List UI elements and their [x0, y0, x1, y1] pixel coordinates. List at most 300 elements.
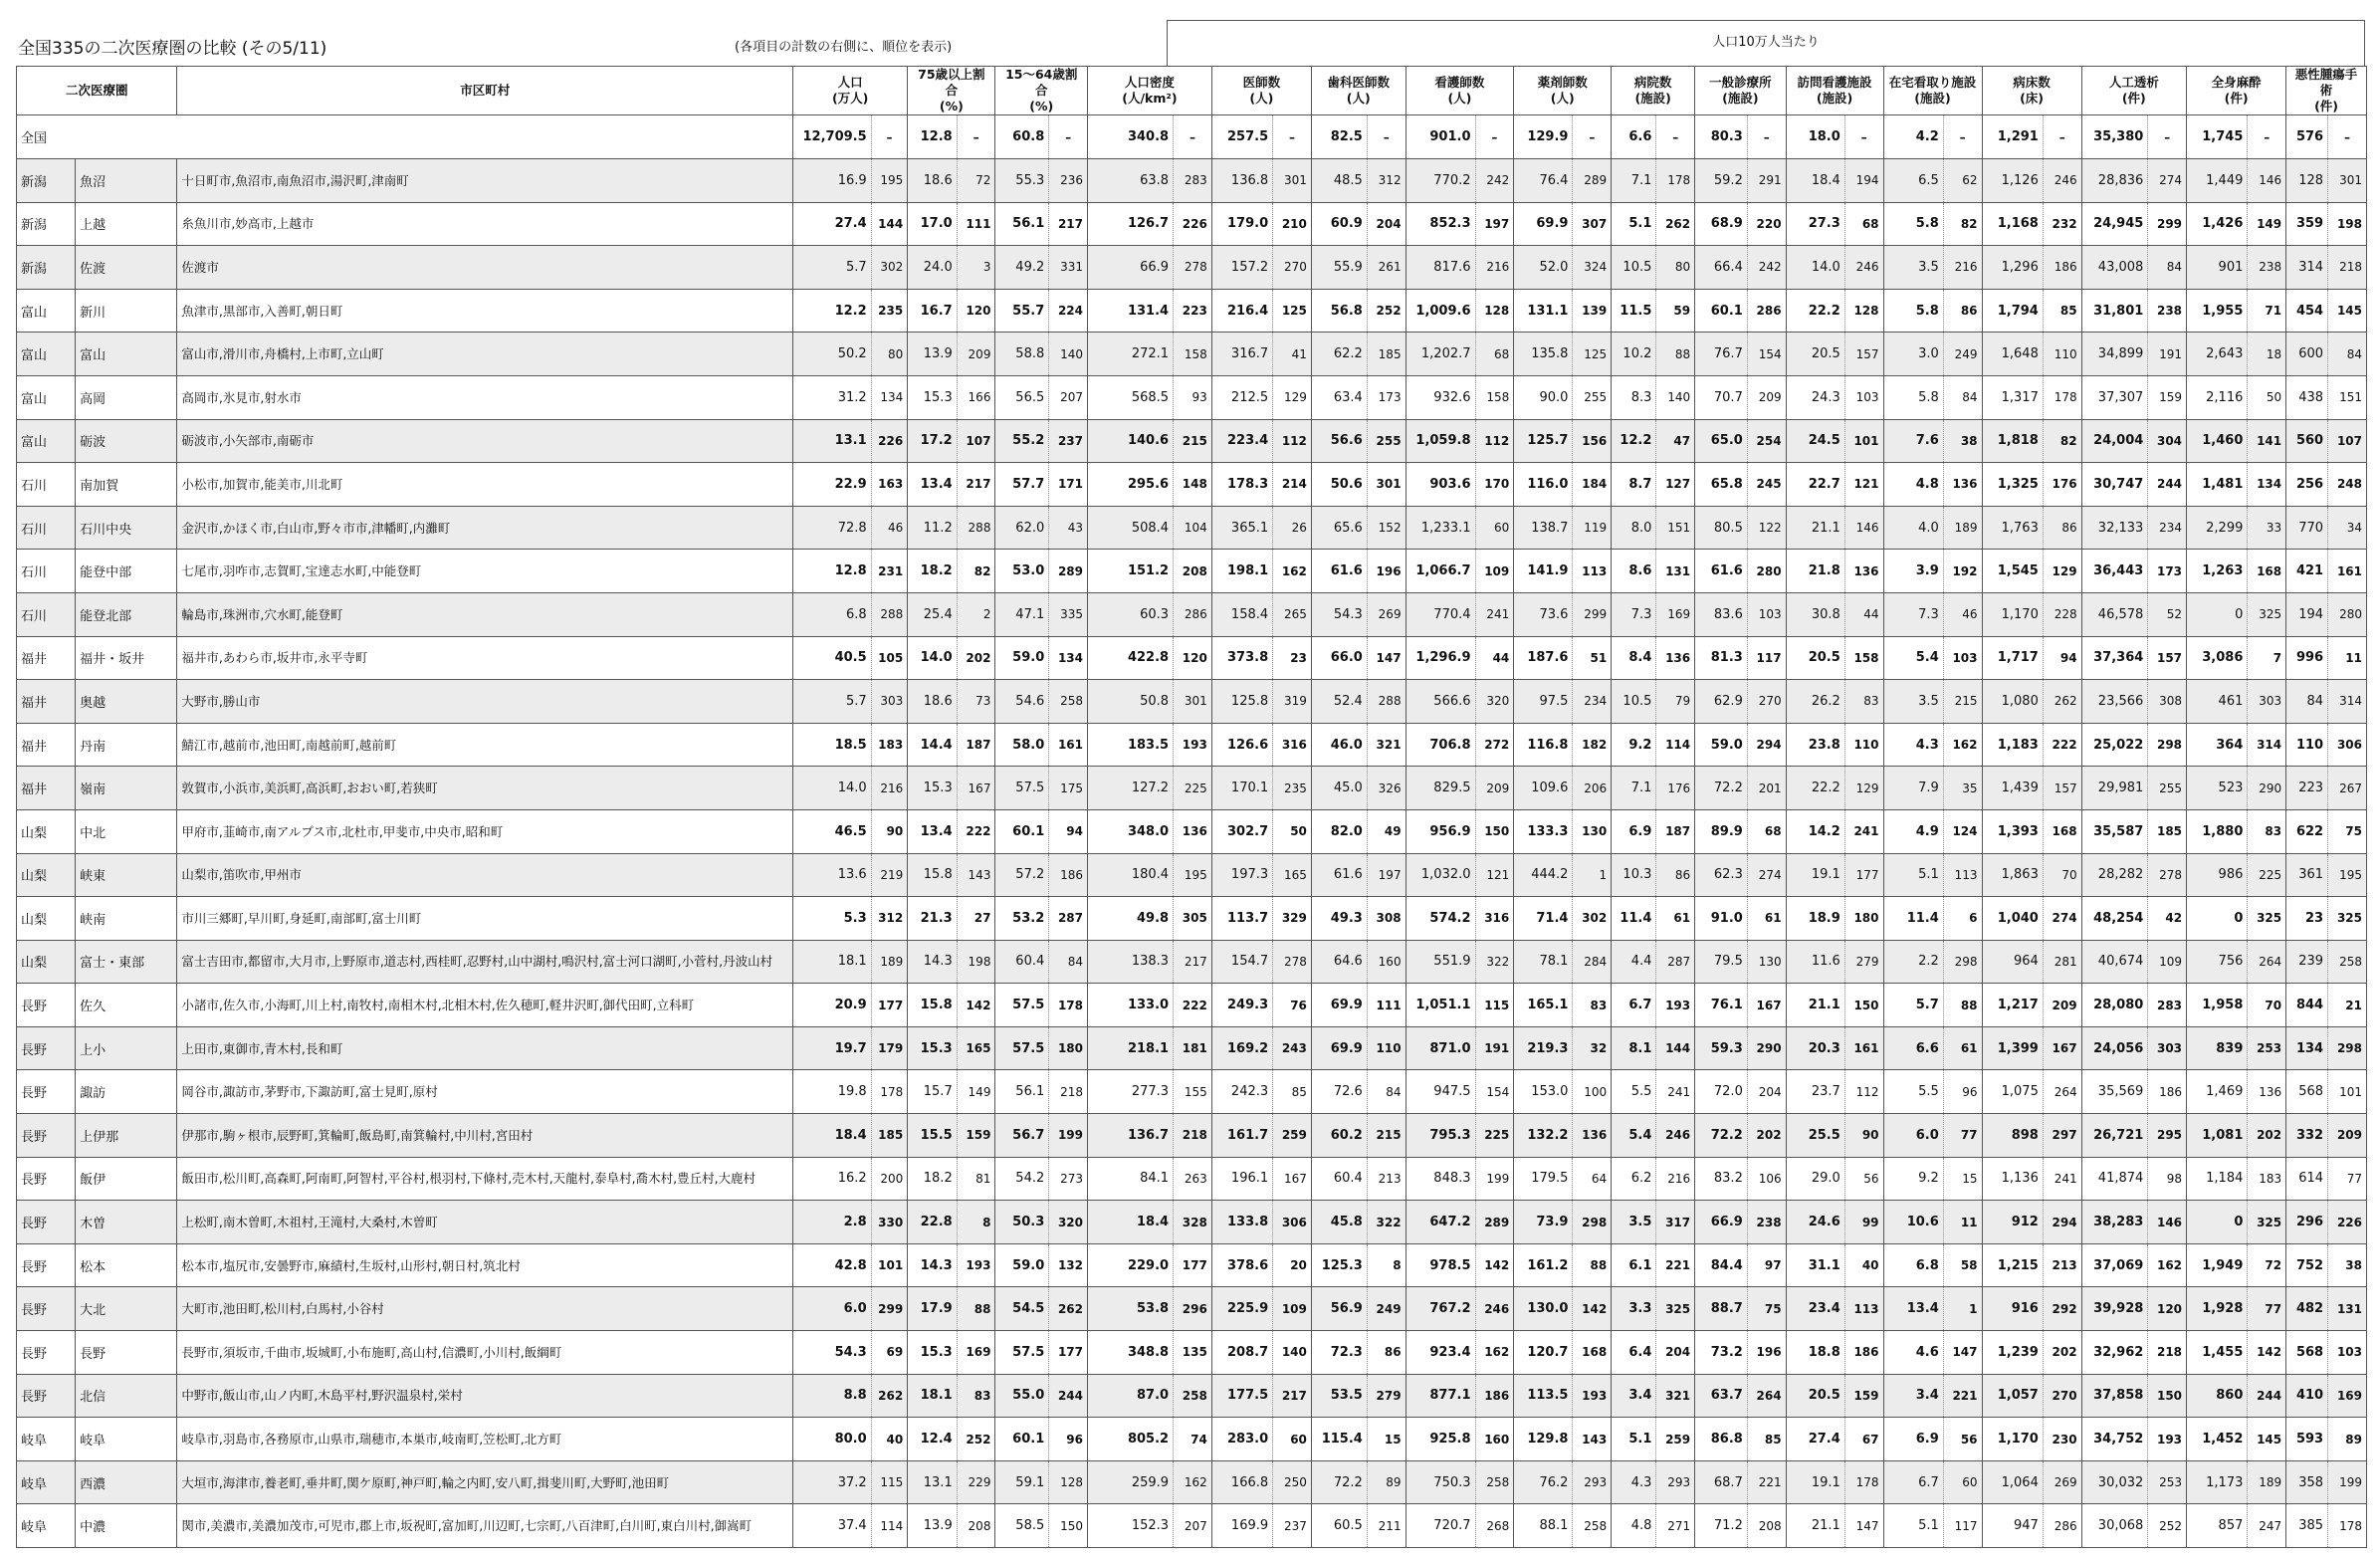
- rank-cell: 18: [2248, 333, 2286, 376]
- table-row: [17, 984, 2367, 1027]
- table-row: [17, 809, 2367, 853]
- rank-cell: 131: [1656, 550, 1695, 593]
- value-cell: 73.6: [1514, 592, 1573, 636]
- municipalities-cell: 市川三郷町,早川町,身延町,南部町,富士川町: [177, 897, 793, 941]
- value-cell: 97.5: [1514, 680, 1573, 724]
- rank-cell: 146: [2148, 1201, 2187, 1244]
- value-cell: 3.0: [1883, 333, 1943, 376]
- rank-cell: 140: [1049, 333, 1088, 376]
- value-cell: 40,674: [2081, 940, 2148, 984]
- value-cell: 5.1: [1883, 853, 1943, 897]
- header-metric: [908, 67, 995, 115]
- value-cell: 27.3: [1786, 202, 1844, 246]
- value-cell: 109.6: [1514, 767, 1573, 810]
- value-cell: 421: [2286, 550, 2328, 593]
- rank-cell: 131: [2328, 1287, 2367, 1331]
- value-cell: 23.4: [1786, 1287, 1844, 1331]
- national-value: 4.2: [1883, 115, 1943, 159]
- rank-cell: 234: [1573, 680, 1612, 724]
- rank-cell: 162: [1273, 550, 1312, 593]
- rank-cell: 88: [957, 1287, 995, 1331]
- rank-cell: 110: [1367, 1026, 1406, 1070]
- rank-cell: 8: [1367, 1243, 1406, 1287]
- value-cell: 63.7: [1695, 1374, 1748, 1418]
- rank-cell: 101: [2328, 1070, 2367, 1114]
- rank-cell: 198: [2328, 202, 2367, 246]
- value-cell: 256: [2286, 463, 2328, 507]
- value-cell: 1,183: [1982, 723, 2043, 767]
- value-cell: 1,399: [1982, 1026, 2043, 1070]
- rank-cell: 268: [1475, 1504, 1514, 1548]
- rank-cell: 303: [2248, 680, 2286, 724]
- rank-cell: 202: [2043, 1331, 2081, 1375]
- rank-cell: 166: [957, 375, 995, 419]
- value-cell: 58.5: [995, 1504, 1049, 1548]
- rank-cell: 52: [2148, 592, 2187, 636]
- rank-cell: 241: [1656, 1070, 1695, 1114]
- value-cell: 4.8: [1612, 1504, 1656, 1548]
- rank-cell: 98: [2148, 1157, 2187, 1201]
- pref-cell: 山梨: [17, 897, 76, 941]
- value-cell: 3.4: [1883, 1374, 1943, 1418]
- rank-cell: 158: [1174, 333, 1212, 376]
- national-rank: –: [2328, 115, 2367, 159]
- pref-cell: 福井: [17, 723, 76, 767]
- national-value: 1,291: [1982, 115, 2043, 159]
- area-cell: 能登北部: [76, 592, 177, 636]
- value-cell: 45.8: [1311, 1201, 1367, 1244]
- value-cell: 22.7: [1786, 463, 1844, 507]
- rank-cell: 204: [1367, 202, 1406, 246]
- rank-cell: 185: [2148, 809, 2187, 853]
- value-cell: 48.5: [1311, 159, 1367, 203]
- rank-cell: 136: [2248, 1070, 2286, 1114]
- value-cell: 5.8: [1883, 202, 1943, 246]
- national-value: 80.3: [1695, 115, 1748, 159]
- value-cell: 60.9: [1311, 202, 1367, 246]
- value-cell: 0: [2187, 592, 2248, 636]
- rank-cell: 34: [2328, 506, 2367, 550]
- rank-cell: 86: [1656, 853, 1695, 897]
- value-cell: 365.1: [1211, 506, 1272, 550]
- rank-cell: 83: [2248, 809, 2286, 853]
- value-cell: 13.4: [908, 809, 957, 853]
- value-cell: 15.3: [908, 767, 957, 810]
- value-cell: 43,008: [2081, 246, 2148, 290]
- value-cell: 63.4: [1311, 375, 1367, 419]
- rank-cell: 103: [1747, 592, 1786, 636]
- area-cell: 木曽: [76, 1201, 177, 1244]
- value-cell: 223.4: [1211, 419, 1272, 463]
- metric-label: 看護師数: [1434, 75, 1485, 90]
- value-cell: 860: [2187, 1374, 2248, 1418]
- rank-cell: 226: [1174, 202, 1212, 246]
- metric-label: 病床数: [2013, 75, 2051, 90]
- value-cell: 11.4: [1612, 897, 1656, 941]
- value-cell: 277.3: [1088, 1070, 1174, 1114]
- rank-cell: 71: [2248, 289, 2286, 333]
- metric-unit: (人): [1249, 91, 1274, 106]
- value-cell: 5.5: [1883, 1070, 1943, 1114]
- rank-cell: 253: [2148, 1460, 2187, 1504]
- rank-cell: 136: [1573, 1114, 1612, 1158]
- rank-cell: 283: [1174, 159, 1212, 203]
- rank-cell: 209: [1747, 375, 1786, 419]
- value-cell: 14.0: [793, 767, 872, 810]
- rank-cell: 64: [1573, 1157, 1612, 1201]
- rank-cell: 303: [2148, 1026, 2187, 1070]
- value-cell: 923.4: [1406, 1331, 1475, 1375]
- rank-cell: 144: [1656, 1026, 1695, 1070]
- rank-cell: 272: [1475, 723, 1514, 767]
- comparison-table: [16, 66, 2367, 1548]
- national-value: 576: [2286, 115, 2328, 159]
- value-cell: 31,801: [2081, 289, 2148, 333]
- value-cell: 32,962: [2081, 1331, 2148, 1375]
- value-cell: 36,443: [2081, 550, 2148, 593]
- rank-cell: 191: [1475, 1026, 1514, 1070]
- rank-cell: 330: [871, 1201, 908, 1244]
- value-cell: 18.1: [908, 1374, 957, 1418]
- rank-cell: 152: [1367, 506, 1406, 550]
- rank-cell: 62: [1943, 159, 1982, 203]
- rank-cell: 101: [871, 1243, 908, 1287]
- value-cell: 131.1: [1514, 289, 1573, 333]
- rank-cell: 193: [1656, 984, 1695, 1027]
- rank-cell: 167: [957, 767, 995, 810]
- rank-cell: 187: [1656, 809, 1695, 853]
- table-row: [17, 592, 2367, 636]
- value-cell: 37.2: [793, 1460, 872, 1504]
- municipalities-cell: 甲府市,韮崎市,南アルプス市,北杜市,甲斐市,中央市,昭和町: [177, 809, 793, 853]
- rank-cell: 112: [1844, 1070, 1883, 1114]
- rank-cell: 301: [1273, 159, 1312, 203]
- rank-cell: 312: [871, 897, 908, 941]
- rank-cell: 209: [2043, 984, 2081, 1027]
- metric-label: 15～64歳割合: [1005, 67, 1078, 98]
- value-cell: 129.8: [1514, 1418, 1573, 1461]
- value-cell: 60.4: [995, 940, 1049, 984]
- value-cell: 461: [2187, 680, 2248, 724]
- value-cell: 66.0: [1311, 636, 1367, 680]
- rank-cell: 72: [2248, 1243, 2286, 1287]
- rank-cell: 286: [1747, 289, 1786, 333]
- municipalities-cell: 十日町市,魚沼市,南魚沼市,湯沢町,津南町: [177, 159, 793, 203]
- area-cell: 南加賀: [76, 463, 177, 507]
- rank-cell: 154: [1475, 1070, 1514, 1114]
- rank-cell: 221: [1747, 1460, 1786, 1504]
- rank-cell: 150: [1475, 809, 1514, 853]
- value-cell: 316.7: [1211, 333, 1272, 376]
- value-cell: 332: [2286, 1114, 2328, 1158]
- value-cell: 17.9: [908, 1287, 957, 1331]
- page-title: 全国335の二次医療圏の比較 (その5/11): [18, 39, 327, 59]
- area-cell: 西濃: [76, 1460, 177, 1504]
- rank-cell: 136: [1844, 550, 1883, 593]
- value-cell: 2,116: [2187, 375, 2248, 419]
- table-row: [17, 767, 2367, 810]
- rank-cell: 109: [2148, 940, 2187, 984]
- value-cell: 13.4: [908, 463, 957, 507]
- value-cell: 7.1: [1612, 767, 1656, 810]
- value-cell: 35,587: [2081, 809, 2148, 853]
- rank-cell: 77: [2328, 1157, 2367, 1201]
- rank-cell: 177: [1844, 853, 1883, 897]
- rank-cell: 148: [1174, 463, 1212, 507]
- rank-cell: 147: [1367, 636, 1406, 680]
- value-cell: 1,880: [2187, 809, 2248, 853]
- rank-cell: 265: [1273, 592, 1312, 636]
- value-cell: 358: [2286, 1460, 2328, 1504]
- rank-cell: 258: [1049, 680, 1088, 724]
- rank-cell: 73: [957, 680, 995, 724]
- rank-cell: 193: [1174, 723, 1212, 767]
- rank-cell: 245: [1747, 463, 1786, 507]
- rank-cell: 259: [1273, 1114, 1312, 1158]
- national-rank: –: [2248, 115, 2286, 159]
- value-cell: 9.2: [1883, 1157, 1943, 1201]
- value-cell: 76.1: [1695, 984, 1748, 1027]
- value-cell: 16.7: [908, 289, 957, 333]
- rank-cell: 194: [1844, 159, 1883, 203]
- rank-cell: 297: [2043, 1114, 2081, 1158]
- value-cell: 18.9: [1786, 897, 1844, 941]
- rank-cell: 326: [1367, 767, 1406, 810]
- rank-cell: 59: [1656, 289, 1695, 333]
- area-cell: 飯伊: [76, 1157, 177, 1201]
- national-label: 全国: [17, 115, 793, 159]
- rank-cell: 253: [2248, 1026, 2286, 1070]
- national-value: 12,709.5: [793, 115, 872, 159]
- area-cell: 長野: [76, 1331, 177, 1375]
- pref-cell: 長野: [17, 1243, 76, 1287]
- value-cell: 196.1: [1211, 1157, 1272, 1201]
- rank-cell: 68: [1475, 333, 1514, 376]
- rank-cell: 115: [871, 1460, 908, 1504]
- rank-cell: 170: [1475, 463, 1514, 507]
- value-cell: 523: [2187, 767, 2248, 810]
- rank-cell: 99: [1844, 1201, 1883, 1244]
- value-cell: 13.1: [908, 1460, 957, 1504]
- rank-cell: 85: [2043, 289, 2081, 333]
- value-cell: 6.1: [1612, 1243, 1656, 1287]
- value-cell: 161.7: [1211, 1114, 1272, 1158]
- rank-cell: 246: [1475, 1287, 1514, 1331]
- value-cell: 21.1: [1786, 984, 1844, 1027]
- value-cell: 48,254: [2081, 897, 2148, 941]
- value-cell: 37.4: [793, 1504, 872, 1548]
- value-cell: 348.8: [1088, 1331, 1174, 1375]
- rank-cell: 178: [1656, 159, 1695, 203]
- value-cell: 7.6: [1883, 419, 1943, 463]
- rank-cell: 208: [957, 1504, 995, 1548]
- value-cell: 13.9: [908, 1504, 957, 1548]
- municipalities-cell: 富士吉田市,都留市,大月市,上野原市,道志村,西桂町,忍野村,山中湖村,鳴沢村,富士河口湖町,小菅村,丹波山村: [177, 940, 793, 984]
- area-cell: 奥越: [76, 680, 177, 724]
- national-rank: –: [1273, 115, 1312, 159]
- value-cell: 24,004: [2081, 419, 2148, 463]
- rank-cell: 68: [1844, 202, 1883, 246]
- rank-cell: 296: [1174, 1287, 1212, 1331]
- value-cell: 1,393: [1982, 809, 2043, 853]
- header-metric: [1514, 67, 1612, 115]
- rank-cell: 288: [1367, 680, 1406, 724]
- value-cell: 5.8: [1883, 375, 1943, 419]
- rank-cell: 320: [1475, 680, 1514, 724]
- rank-cell: 120: [957, 289, 995, 333]
- rank-cell: 151: [2328, 375, 2367, 419]
- value-cell: 125.7: [1514, 419, 1573, 463]
- rank-cell: 237: [1273, 1504, 1312, 1548]
- rank-cell: 88: [1943, 984, 1982, 1027]
- metric-label: 医師数: [1242, 75, 1281, 90]
- rank-cell: 298: [2328, 1026, 2367, 1070]
- rank-cell: 160: [1367, 940, 1406, 984]
- value-cell: 12.4: [908, 1418, 957, 1461]
- value-cell: 438: [2286, 375, 2328, 419]
- value-cell: 133.3: [1514, 809, 1573, 853]
- value-cell: 1,217: [1982, 984, 2043, 1027]
- rank-cell: 163: [871, 463, 908, 507]
- value-cell: 0: [2187, 897, 2248, 941]
- rank-cell: 213: [1367, 1157, 1406, 1201]
- value-cell: 10.5: [1612, 680, 1656, 724]
- rank-cell: 176: [1656, 767, 1695, 810]
- value-cell: 64.6: [1311, 940, 1367, 984]
- value-cell: 218.1: [1088, 1026, 1174, 1070]
- rank-cell: 211: [1367, 1504, 1406, 1548]
- table-row: [17, 463, 2367, 507]
- value-cell: 4.3: [1883, 723, 1943, 767]
- value-cell: 219.3: [1514, 1026, 1573, 1070]
- rank-cell: 142: [1573, 1287, 1612, 1331]
- table-row: [17, 506, 2367, 550]
- rank-cell: 26: [1273, 506, 1312, 550]
- value-cell: 72.3: [1311, 1331, 1367, 1375]
- rank-cell: 51: [1573, 636, 1612, 680]
- rank-cell: 161: [2328, 550, 2367, 593]
- rank-cell: 301: [1174, 680, 1212, 724]
- rank-cell: 41: [1273, 333, 1312, 376]
- value-cell: 25,022: [2081, 723, 2148, 767]
- value-cell: 848.3: [1406, 1157, 1475, 1201]
- rank-cell: 124: [1943, 809, 1982, 853]
- value-cell: 11.4: [1883, 897, 1943, 941]
- rank-cell: 74: [1174, 1418, 1212, 1461]
- national-value: 82.5: [1311, 115, 1367, 159]
- rank-cell: 210: [1273, 202, 1312, 246]
- value-cell: 132.2: [1514, 1114, 1573, 1158]
- value-cell: 11.6: [1786, 940, 1844, 984]
- value-cell: 10.5: [1612, 246, 1656, 290]
- value-cell: 1,317: [1982, 375, 2043, 419]
- value-cell: 208.7: [1211, 1331, 1272, 1375]
- value-cell: 131.4: [1088, 289, 1174, 333]
- value-cell: 829.5: [1406, 767, 1475, 810]
- value-cell: 29.0: [1786, 1157, 1844, 1201]
- rank-cell: 157: [2148, 636, 2187, 680]
- rank-cell: 11: [1943, 1201, 1982, 1244]
- rank-cell: 7: [2248, 636, 2286, 680]
- rank-cell: 129: [2043, 550, 2081, 593]
- rank-cell: 215: [1943, 680, 1982, 724]
- rank-cell: 209: [957, 333, 995, 376]
- rank-cell: 173: [2148, 550, 2187, 593]
- rank-cell: 56: [1844, 1157, 1883, 1201]
- rank-cell: 85: [1273, 1070, 1312, 1114]
- value-cell: 20.5: [1786, 636, 1844, 680]
- rank-cell: 84: [1049, 940, 1088, 984]
- value-cell: 66.4: [1695, 246, 1748, 290]
- rank-cell: 60: [1273, 1418, 1312, 1461]
- value-cell: 18.4: [793, 1114, 872, 1158]
- value-cell: 15.3: [908, 375, 957, 419]
- rank-cell: 97: [1747, 1243, 1786, 1287]
- national-value: 18.0: [1786, 115, 1844, 159]
- table-body: [17, 115, 2367, 1548]
- national-rank: –: [1943, 115, 1982, 159]
- rank-cell: 111: [1367, 984, 1406, 1027]
- value-cell: 56.5: [995, 375, 1049, 419]
- table-row: [17, 1026, 2367, 1070]
- rank-cell: 249: [1367, 1287, 1406, 1331]
- value-cell: 1,009.6: [1406, 289, 1475, 333]
- municipalities-cell: 松本市,塩尻市,安曇野市,麻績村,生坂村,山形村,朝日村,筑北村: [177, 1243, 793, 1287]
- value-cell: 916: [1982, 1287, 2043, 1331]
- rank-cell: 267: [2328, 767, 2367, 810]
- value-cell: 6.8: [1883, 1243, 1943, 1287]
- value-cell: 72.6: [1311, 1070, 1367, 1114]
- value-cell: 169.9: [1211, 1504, 1272, 1548]
- pref-cell: 岐阜: [17, 1504, 76, 1548]
- rank-cell: 279: [1844, 940, 1883, 984]
- rank-cell: 68: [1747, 809, 1786, 853]
- value-cell: 770: [2286, 506, 2328, 550]
- rank-cell: 193: [957, 1243, 995, 1287]
- value-cell: 3.5: [1612, 1201, 1656, 1244]
- value-cell: 56.9: [1311, 1287, 1367, 1331]
- rank-cell: 270: [2043, 1374, 2081, 1418]
- value-cell: 1,648: [1982, 333, 2043, 376]
- rank-cell: 216: [1656, 1157, 1695, 1201]
- rank-cell: 307: [1573, 202, 1612, 246]
- value-cell: 903.6: [1406, 463, 1475, 507]
- value-cell: 14.4: [908, 723, 957, 767]
- value-cell: 60.1: [1695, 289, 1748, 333]
- value-cell: 128: [2286, 159, 2328, 203]
- value-cell: 947.5: [1406, 1070, 1475, 1114]
- rank-cell: 61: [1747, 897, 1786, 941]
- rank-cell: 156: [1573, 419, 1612, 463]
- rank-cell: 93: [1174, 375, 1212, 419]
- header-metric: [1883, 67, 1982, 115]
- value-cell: 852.3: [1406, 202, 1475, 246]
- rank-cell: 146: [2248, 159, 2286, 203]
- value-cell: 157.2: [1211, 246, 1272, 290]
- rank-cell: 75: [2328, 809, 2367, 853]
- value-cell: 767.2: [1406, 1287, 1475, 1331]
- table-row: [17, 419, 2367, 463]
- rank-cell: 252: [957, 1418, 995, 1461]
- value-cell: 11.2: [908, 506, 957, 550]
- value-cell: 22.2: [1786, 767, 1844, 810]
- value-cell: 84.1: [1088, 1157, 1174, 1201]
- rank-cell: 202: [1747, 1114, 1786, 1158]
- rank-cell: 183: [2248, 1157, 2286, 1201]
- pref-cell: 長野: [17, 1026, 76, 1070]
- value-cell: 17.2: [908, 419, 957, 463]
- rank-cell: 181: [1174, 1026, 1212, 1070]
